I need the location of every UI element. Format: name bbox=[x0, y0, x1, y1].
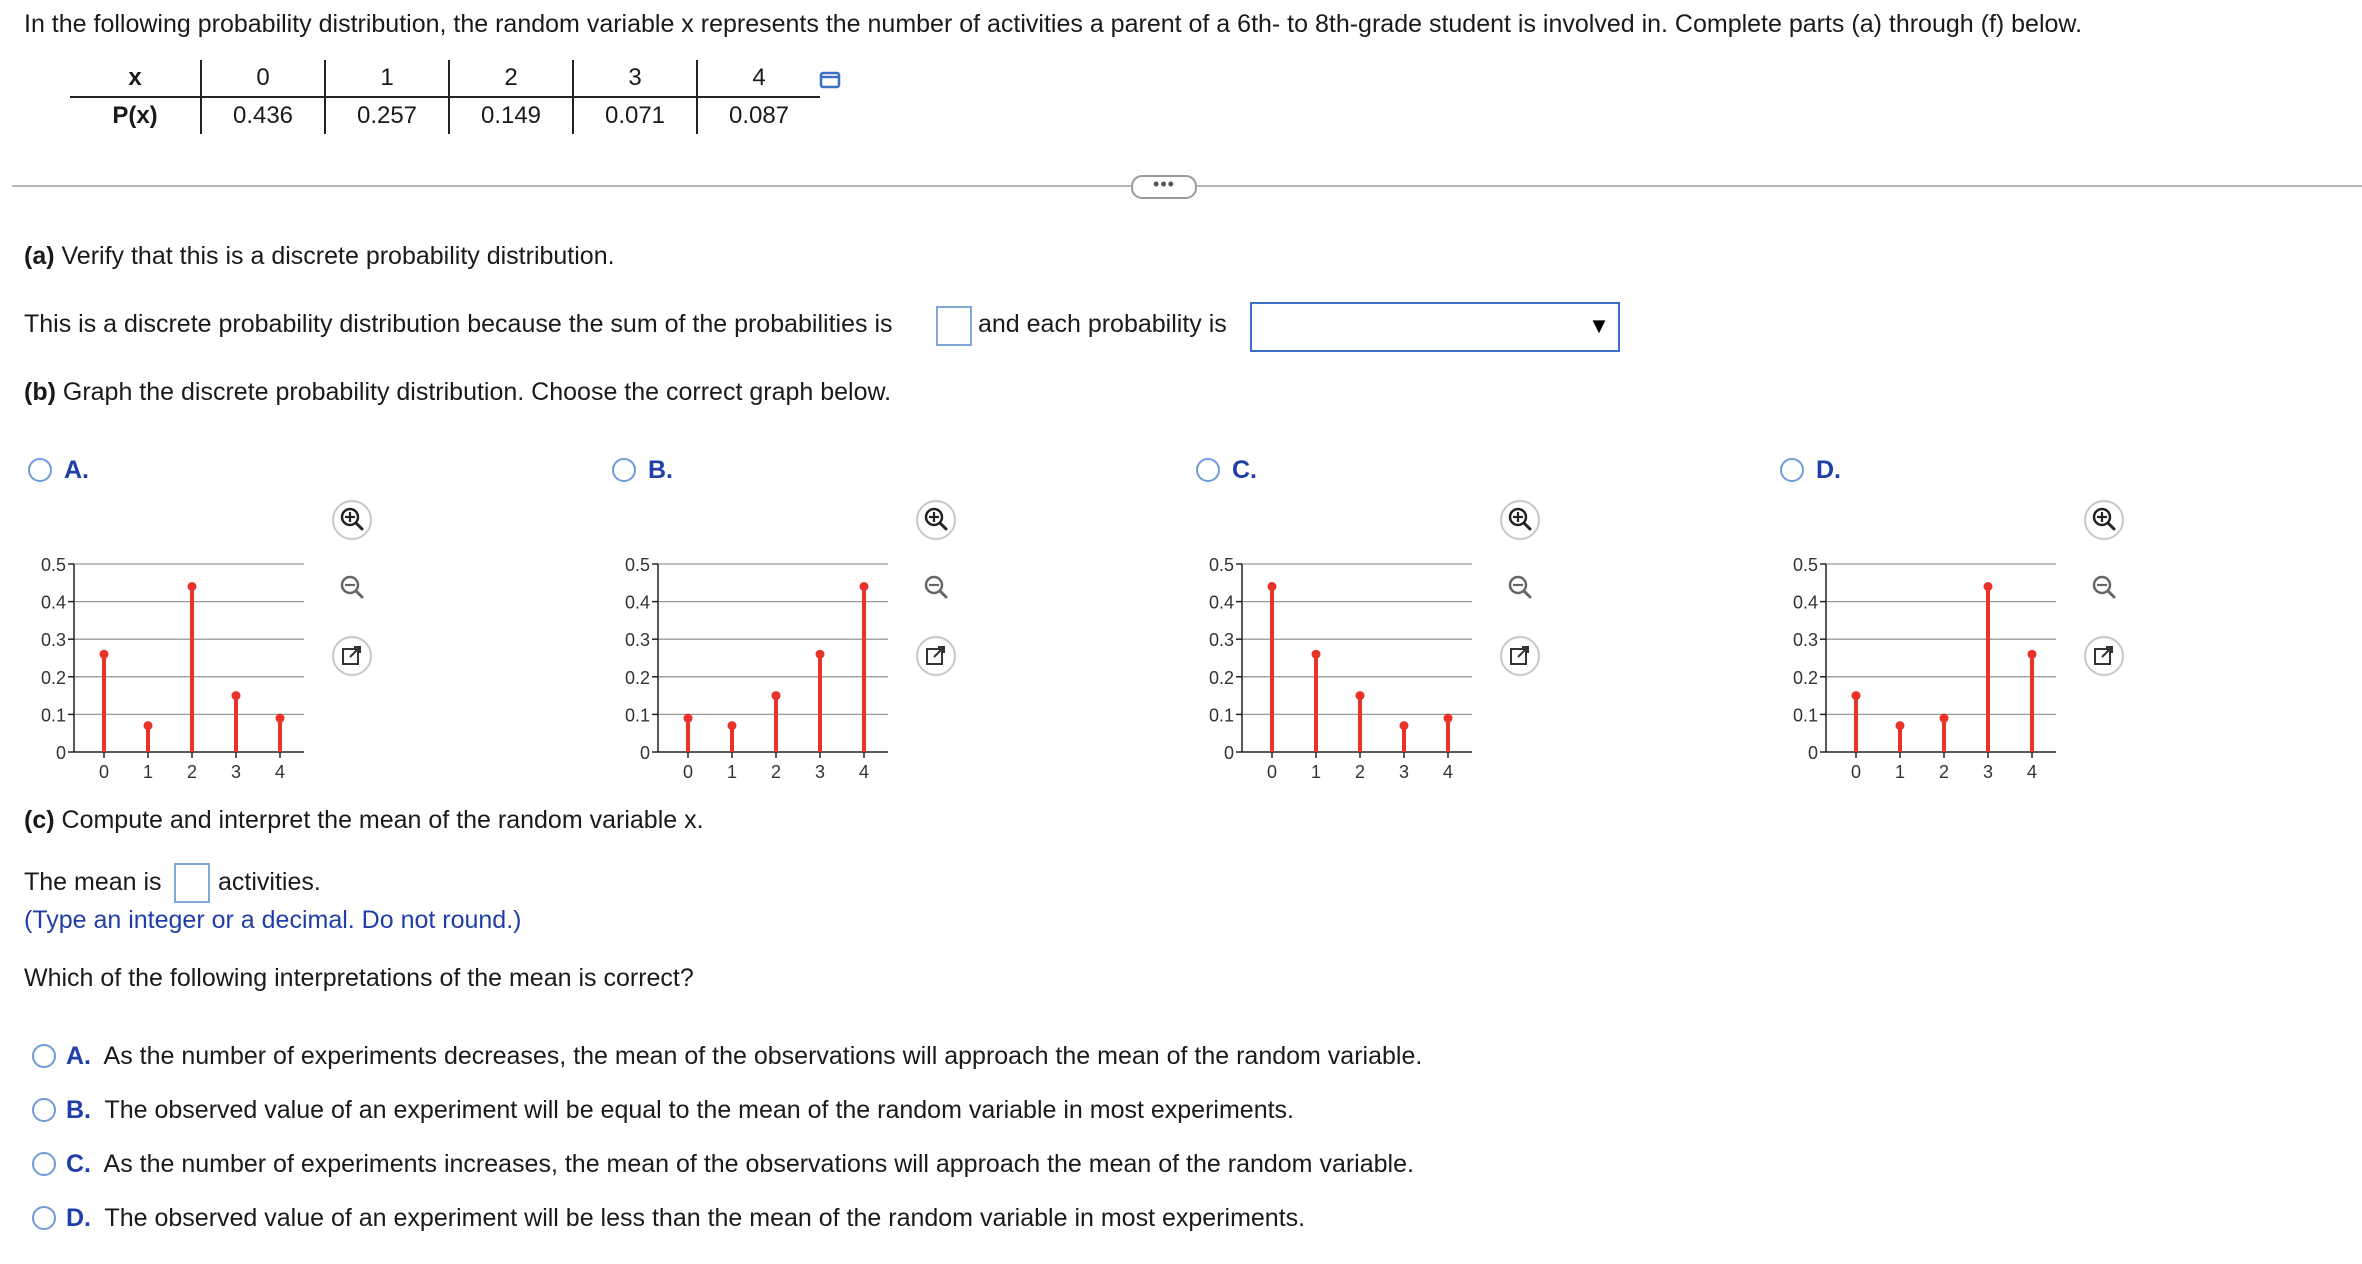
table-p-value: 0.149 bbox=[449, 97, 573, 134]
zoom-in-icon[interactable] bbox=[330, 498, 374, 542]
graph-radio[interactable] bbox=[612, 458, 636, 482]
zoom-in-icon[interactable] bbox=[914, 498, 958, 542]
dropdown-arrow-icon[interactable]: ▼ bbox=[1588, 313, 1610, 338]
copy-table-icon[interactable] bbox=[818, 70, 842, 99]
y-tick-label: 0 bbox=[1223, 743, 1234, 763]
y-tick-label: 0.3 bbox=[624, 630, 650, 651]
zoom-out-icon[interactable] bbox=[914, 566, 958, 610]
x-tick-label: 2 bbox=[1354, 762, 1366, 782]
y-tick-label: 0.4 bbox=[624, 592, 650, 613]
x-tick-label: 2 bbox=[186, 762, 198, 782]
x-tick-label: 4 bbox=[858, 762, 870, 782]
zoom-out-icon[interactable] bbox=[330, 566, 374, 610]
graph-radio[interactable] bbox=[1780, 458, 1804, 482]
stem-point bbox=[1940, 714, 1949, 723]
mean-sentence-start: The mean is bbox=[24, 868, 162, 896]
graph-option-a[interactable] bbox=[24, 450, 624, 780]
stem-point bbox=[684, 714, 693, 723]
table-x-value: 3 bbox=[573, 60, 697, 97]
option-text: As the number of experiments increases, the mean of the observations will approach the mean of the random variable. bbox=[103, 1150, 1414, 1178]
x-tick-label: 0 bbox=[1266, 762, 1278, 782]
x-tick-label: 3 bbox=[1982, 762, 1994, 782]
interpretation-radio-b[interactable] bbox=[32, 1098, 56, 1122]
stem-point bbox=[1444, 714, 1453, 723]
y-tick-label: 0.2 bbox=[1208, 667, 1234, 688]
stem-point bbox=[1896, 721, 1905, 730]
x-tick-label: 0 bbox=[1850, 762, 1862, 782]
y-tick-label: 0 bbox=[55, 743, 66, 763]
y-tick-label: 0.2 bbox=[624, 667, 650, 688]
part-c-label: (c) bbox=[24, 806, 55, 834]
y-tick-label: 0.5 bbox=[1208, 555, 1234, 575]
stem-point bbox=[1400, 721, 1409, 730]
part-c-heading bbox=[24, 806, 704, 835]
stem-point bbox=[276, 714, 285, 723]
table-x-value: 4 bbox=[697, 60, 820, 97]
y-tick-label: 0.4 bbox=[1792, 592, 1818, 613]
stem-point bbox=[1312, 650, 1321, 659]
part-b-prompt: Graph the discrete probability distribution. Choose the correct graph below. bbox=[62, 378, 892, 406]
part-a-heading bbox=[24, 242, 615, 271]
y-tick-label: 0.1 bbox=[1208, 705, 1234, 726]
part-a-sentence-start: This is a discrete probability distribution because the sum of the probabilities is bbox=[24, 310, 893, 338]
y-tick-label: 0.3 bbox=[1792, 630, 1818, 651]
stem-point bbox=[188, 582, 197, 591]
graph-option-letter: D. bbox=[1816, 456, 1841, 484]
sum-answer-box[interactable] bbox=[936, 306, 972, 346]
option-letter: B. bbox=[66, 1096, 91, 1124]
stem-point bbox=[144, 721, 153, 730]
graph-option-letter: B. bbox=[648, 456, 673, 484]
zoom-in-icon[interactable] bbox=[2082, 498, 2126, 542]
x-tick-label: 0 bbox=[98, 762, 110, 782]
stem-point bbox=[1852, 691, 1861, 700]
stem-point bbox=[1268, 582, 1277, 591]
interpretation-option-a[interactable] bbox=[66, 1042, 1422, 1071]
x-tick-label: 3 bbox=[814, 762, 826, 782]
graph-option-letter: C. bbox=[1232, 456, 1257, 484]
stem-point bbox=[2028, 650, 2037, 659]
probability-table bbox=[70, 60, 820, 134]
interpretation-option-c[interactable] bbox=[66, 1150, 1414, 1179]
y-tick-label: 0.1 bbox=[1792, 705, 1818, 726]
stem-point bbox=[816, 650, 825, 659]
interpretation-radio-c[interactable] bbox=[32, 1152, 56, 1176]
mean-answer-box[interactable] bbox=[174, 863, 210, 903]
x-tick-label: 3 bbox=[230, 762, 242, 782]
graph-option-letter: A. bbox=[64, 456, 89, 484]
part-a-label: (a) bbox=[24, 242, 55, 270]
input-hint: (Type an integer or a decimal. Do not round.) bbox=[24, 906, 522, 934]
x-tick-label: 0 bbox=[682, 762, 694, 782]
graph-option-b[interactable] bbox=[608, 450, 1208, 780]
y-tick-label: 0.5 bbox=[40, 555, 66, 575]
x-tick-label: 1 bbox=[1310, 762, 1322, 782]
graph-option-c[interactable] bbox=[1192, 450, 1792, 780]
more-button[interactable]: ••• bbox=[1131, 175, 1197, 199]
table-p-value: 0.071 bbox=[573, 97, 697, 134]
y-tick-label: 0.2 bbox=[1792, 667, 1818, 688]
option-letter: D. bbox=[66, 1204, 91, 1232]
x-tick-label: 1 bbox=[142, 762, 154, 782]
interpretation-option-d[interactable] bbox=[66, 1204, 1305, 1233]
table-x-value: 2 bbox=[449, 60, 573, 97]
table-x-value: 1 bbox=[325, 60, 449, 97]
table-header-x: x bbox=[70, 60, 201, 97]
popout-icon[interactable] bbox=[914, 634, 958, 678]
zoom-out-icon[interactable] bbox=[1498, 566, 1542, 610]
y-tick-label: 0.5 bbox=[1792, 555, 1818, 575]
zoom-in-icon[interactable] bbox=[1498, 498, 1542, 542]
x-tick-label: 1 bbox=[726, 762, 738, 782]
stem-point bbox=[1356, 691, 1365, 700]
stem-point bbox=[772, 691, 781, 700]
mean-sentence-end: activities. bbox=[218, 868, 321, 896]
probability-dropdown[interactable] bbox=[1250, 302, 1620, 352]
problem-intro: In the following probability distribution, the random variable x represents the number of activities a parent of a 6th- to 8th-grade student is involved in. Complete parts (a) through (f) below. bbox=[24, 10, 2083, 38]
y-tick-label: 0.1 bbox=[624, 705, 650, 726]
popout-icon[interactable] bbox=[330, 634, 374, 678]
interpretation-radio-d[interactable] bbox=[32, 1206, 56, 1230]
x-tick-label: 2 bbox=[770, 762, 782, 782]
part-b-heading bbox=[24, 378, 891, 407]
graph-radio[interactable] bbox=[28, 458, 52, 482]
popout-icon[interactable] bbox=[2082, 634, 2126, 678]
stem-point bbox=[728, 721, 737, 730]
y-tick-label: 0.1 bbox=[40, 705, 66, 726]
option-text: As the number of experiments decreases, the mean of the observations will approach the mean of the random variable. bbox=[103, 1042, 1423, 1070]
table-p-value: 0.087 bbox=[697, 97, 820, 134]
x-tick-label: 4 bbox=[1442, 762, 1454, 782]
option-letter: C. bbox=[66, 1150, 91, 1178]
y-tick-label: 0 bbox=[639, 743, 650, 763]
table-header-p: P(x) bbox=[112, 102, 158, 129]
y-tick-label: 0.2 bbox=[40, 667, 66, 688]
part-a-prompt: Verify that this is a discrete probability distribution. bbox=[61, 242, 615, 270]
table-p-value: 0.257 bbox=[325, 97, 449, 134]
table-x-value: 0 bbox=[201, 60, 325, 97]
x-tick-label: 4 bbox=[2026, 762, 2038, 782]
graph-option-d[interactable] bbox=[1776, 450, 2362, 780]
part-c-prompt: Compute and interpret the mean of the random variable x. bbox=[61, 806, 704, 834]
part-b-label: (b) bbox=[24, 378, 56, 406]
stem-point bbox=[1984, 582, 1993, 591]
graph-radio[interactable] bbox=[1196, 458, 1220, 482]
x-tick-label: 4 bbox=[274, 762, 286, 782]
y-tick-label: 0.3 bbox=[40, 630, 66, 651]
y-tick-label: 0.3 bbox=[1208, 630, 1234, 651]
interpretation-question: Which of the following interpretations of the mean is correct? bbox=[24, 964, 694, 992]
option-text: The observed value of an experiment will be equal to the mean of the random variable in most experiments. bbox=[104, 1096, 1294, 1124]
y-tick-label: 0 bbox=[1807, 743, 1818, 763]
part-a-sentence-mid: and each probability is bbox=[978, 310, 1227, 338]
zoom-out-icon[interactable] bbox=[2082, 566, 2126, 610]
x-tick-label: 1 bbox=[1894, 762, 1906, 782]
interpretation-radio-a[interactable] bbox=[32, 1044, 56, 1068]
y-tick-label: 0.5 bbox=[624, 555, 650, 575]
stem-point bbox=[860, 582, 869, 591]
popout-icon[interactable] bbox=[1498, 634, 1542, 678]
y-tick-label: 0.4 bbox=[40, 592, 66, 613]
option-text: The observed value of an experiment will be less than the mean of the random variable in most experiments. bbox=[104, 1204, 1306, 1232]
y-tick-label: 0.4 bbox=[1208, 592, 1234, 613]
option-letter: A. bbox=[66, 1042, 91, 1070]
stem-point bbox=[100, 650, 109, 659]
interpretation-option-b[interactable] bbox=[66, 1096, 1294, 1125]
stem-point bbox=[232, 691, 241, 700]
x-tick-label: 3 bbox=[1398, 762, 1410, 782]
x-tick-label: 2 bbox=[1938, 762, 1950, 782]
table-p-value: 0.436 bbox=[201, 97, 325, 134]
